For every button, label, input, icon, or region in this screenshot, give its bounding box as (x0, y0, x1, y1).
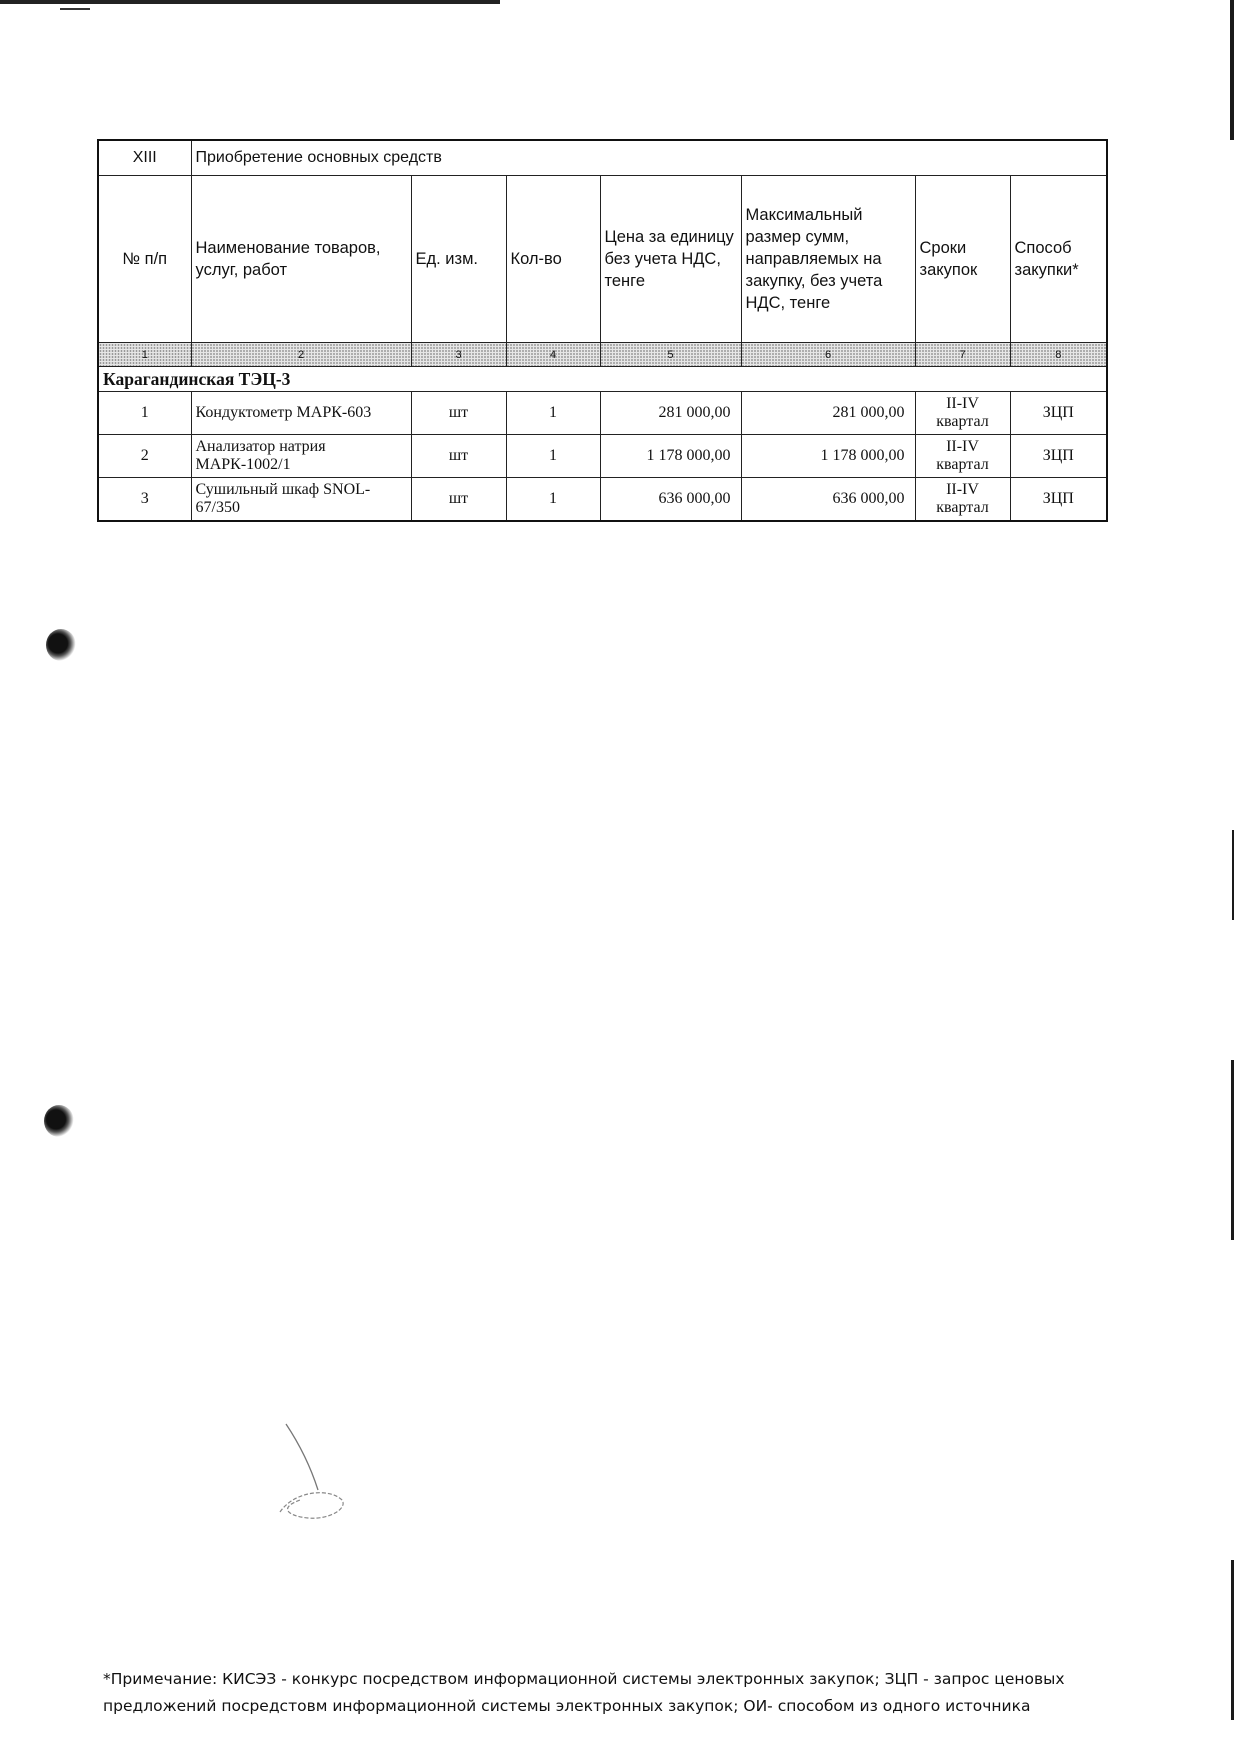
item-unit: шт (411, 435, 506, 478)
group-row (98, 367, 1107, 392)
table-row (98, 435, 1107, 478)
item-total: 1 178 000,00 (741, 435, 915, 478)
item-method: ЗЦП (1010, 478, 1107, 522)
item-term: II-IV квартал (915, 478, 1010, 522)
header-num: № п/п (98, 176, 191, 343)
item-name: Анализатор натрия МАРК-1002/1 (191, 435, 411, 478)
signature-mark (270, 1420, 380, 1530)
header-unit: Ед. изм. (411, 176, 506, 343)
item-qty: 1 (506, 478, 600, 522)
column-number: 6 (741, 343, 915, 367)
column-number: 2 (191, 343, 411, 367)
header-price: Цена за единицу без учета НДС, тенге (600, 176, 741, 343)
scan-edge-mark (1230, 0, 1234, 140)
item-name: Сушильный шкаф SNOL-67/350 (191, 478, 411, 522)
column-number: 5 (600, 343, 741, 367)
item-method: ЗЦП (1010, 435, 1107, 478)
header-name: Наименование товаров, услуг, работ (191, 176, 411, 343)
row-number: 1 (98, 392, 191, 435)
item-total: 281 000,00 (741, 392, 915, 435)
column-number: 1 (98, 343, 191, 367)
header-total: Максимальный размер сумм, направляемых на закупку, без учета НДС, тенге (741, 176, 915, 343)
scan-top-rule (0, 0, 500, 4)
scan-edge-mark (1232, 830, 1234, 920)
item-term: II-IV квартал (915, 435, 1010, 478)
footnote: *Примечание: КИСЭЗ - конкурс посредством информационной системы электронных закупок; ЗЦП - запрос ценовых предложений посредстовм информационной системы электронных закупок; ОИ- способом из одного источника (103, 1670, 1065, 1715)
section-number: XIII (98, 140, 191, 176)
section-row (98, 140, 1107, 176)
group-title: Карагандинская ТЭЦ-3 (98, 367, 1107, 392)
header-row (98, 176, 1107, 343)
header-qty: Кол-во (506, 176, 600, 343)
item-method: ЗЦП (1010, 392, 1107, 435)
item-total: 636 000,00 (741, 478, 915, 522)
item-price: 1 178 000,00 (600, 435, 741, 478)
row-number: 2 (98, 435, 191, 478)
column-number: 8 (1010, 343, 1107, 367)
scan-edge-mark (1231, 1060, 1234, 1240)
column-number: 3 (411, 343, 506, 367)
table-row (98, 478, 1107, 522)
item-term: II-IV квартал (915, 392, 1010, 435)
procurement-table (97, 139, 1108, 522)
header-term: Сроки закупок (915, 176, 1010, 343)
section-title: Приобретение основных средств (191, 140, 1107, 176)
item-unit: шт (411, 478, 506, 522)
item-qty: 1 (506, 392, 600, 435)
item-price: 281 000,00 (600, 392, 741, 435)
punch-hole (46, 629, 76, 661)
item-qty: 1 (506, 435, 600, 478)
table-row (98, 392, 1107, 435)
item-unit: шт (411, 392, 506, 435)
item-price: 636 000,00 (600, 478, 741, 522)
row-number: 3 (98, 478, 191, 522)
scan-top-mark (60, 8, 90, 10)
column-number: 4 (506, 343, 600, 367)
item-name: Кондуктометр МАРК-603 (191, 392, 411, 435)
column-number-row (98, 343, 1107, 367)
column-number: 7 (915, 343, 1010, 367)
scan-edge-mark (1231, 1560, 1234, 1720)
punch-hole (44, 1105, 74, 1137)
header-method: Способ закупки* (1010, 176, 1107, 343)
